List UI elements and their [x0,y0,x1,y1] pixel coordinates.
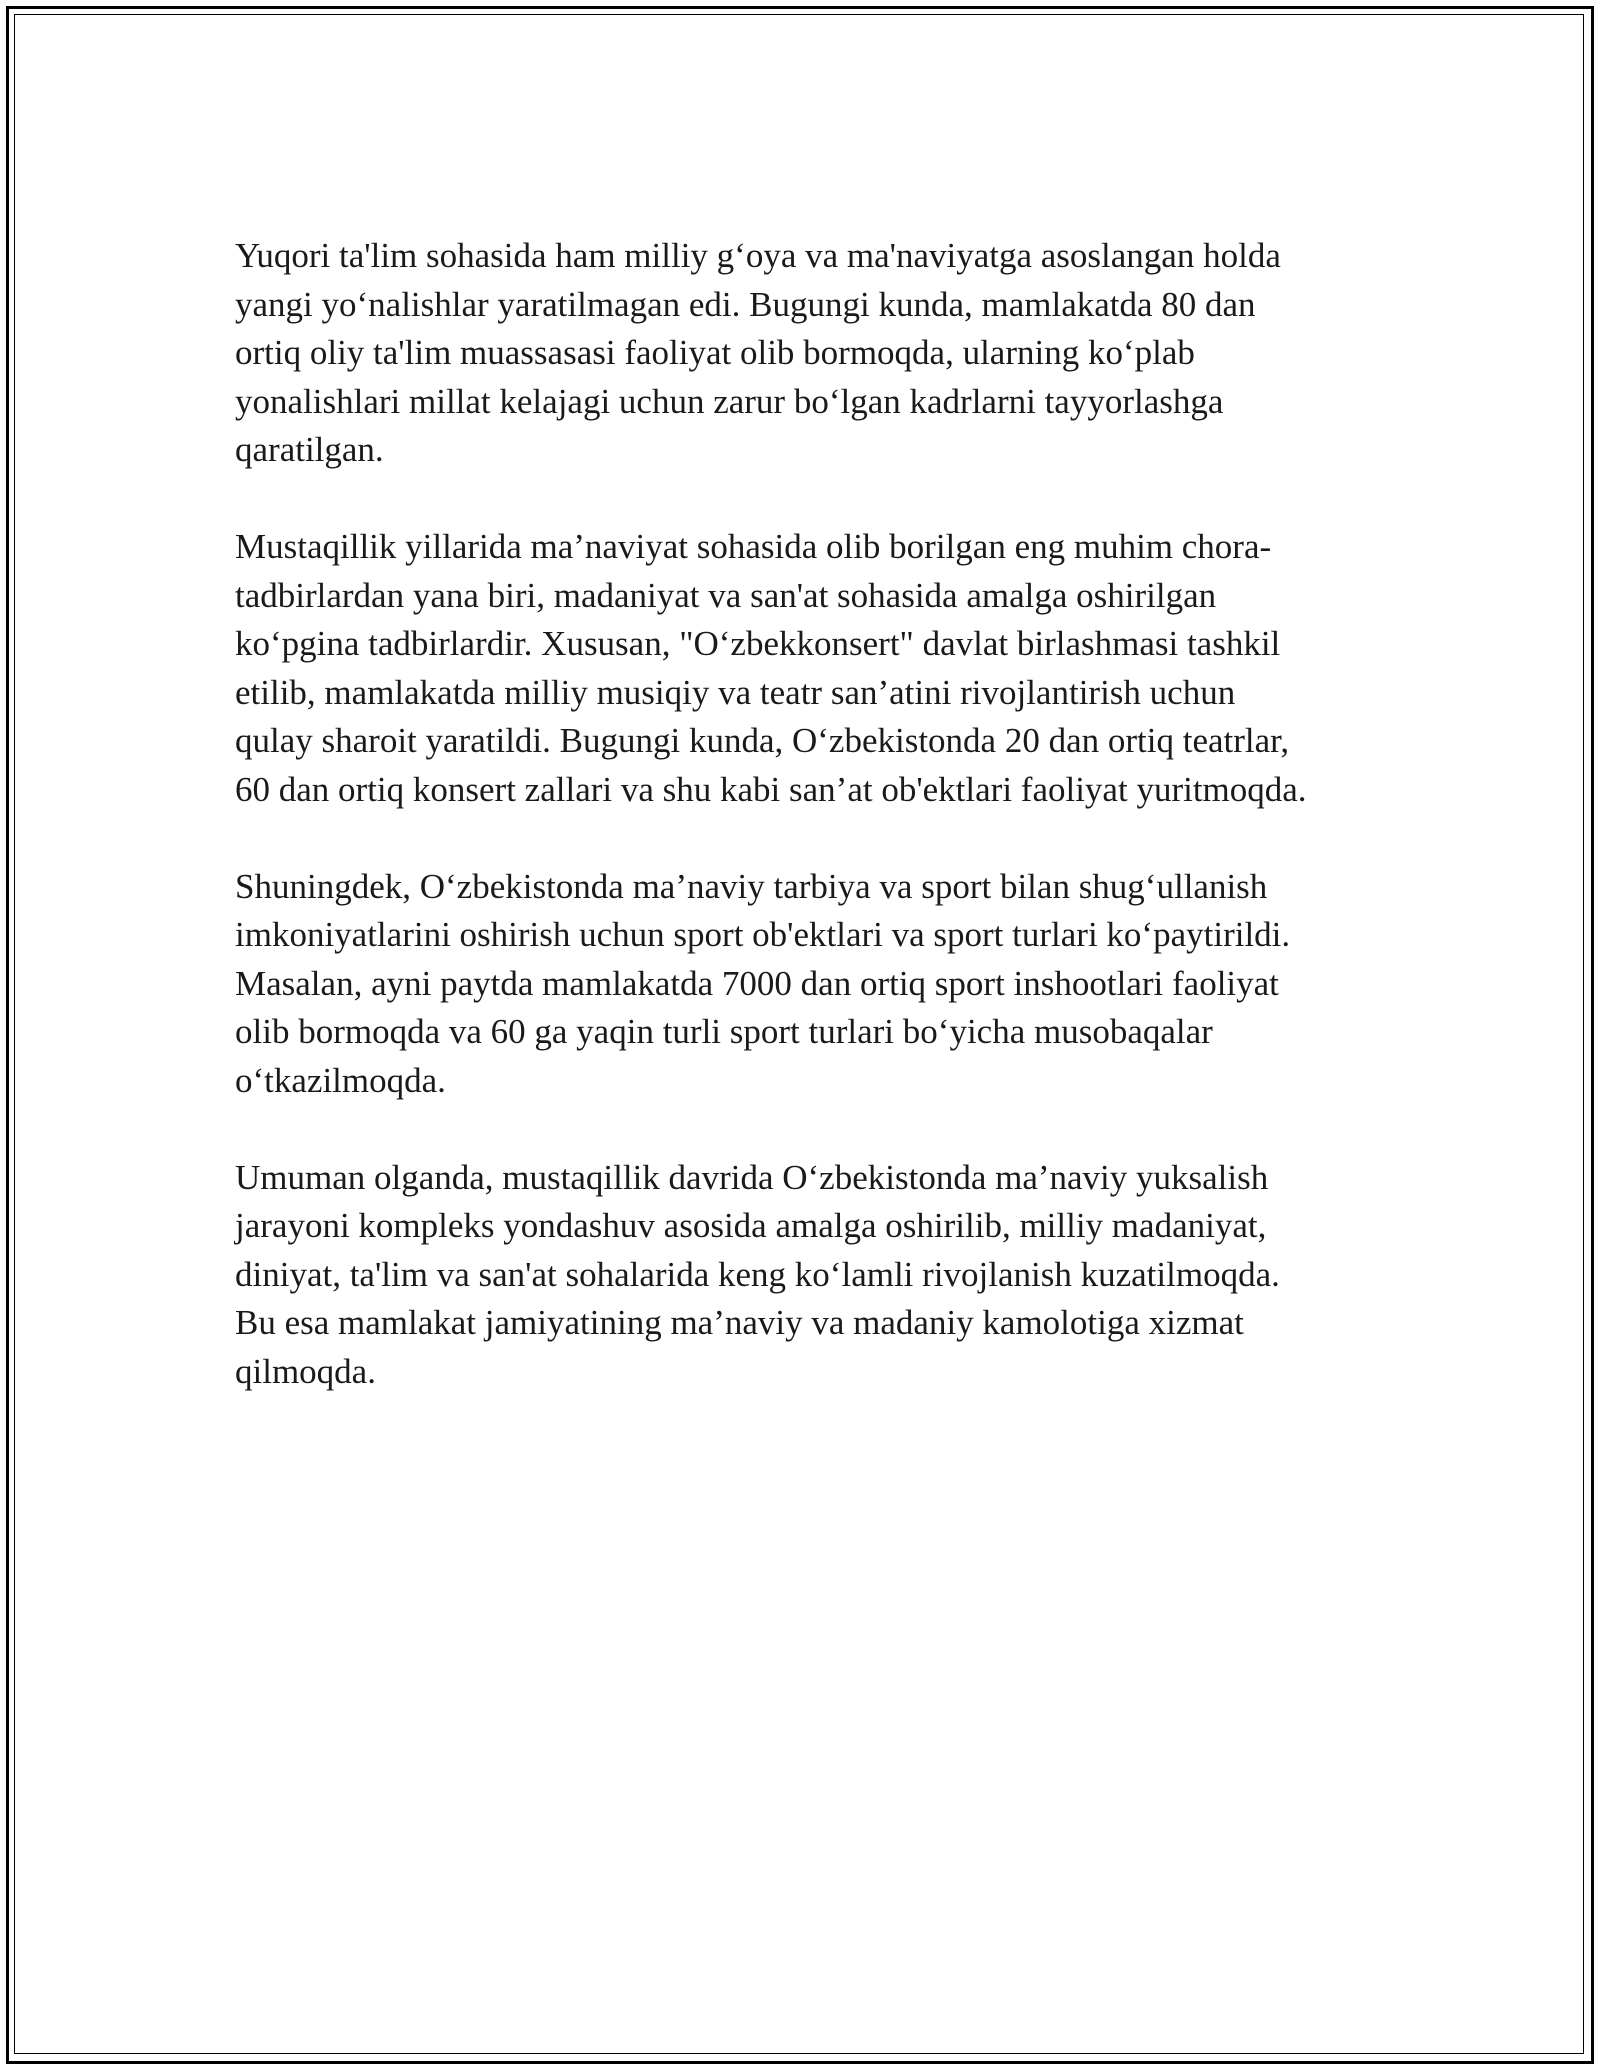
paragraph-conclusion: Umuman olganda, mustaqillik davrida O‘zbekistonda ma’naviy yuksalish jarayoni kompleks yondashuv asosida amalga oshirilib, milliy madaniyat, diniyat, ta'lim va san'at sohalarida keng ko‘lamli rivojlanish kuzatilmoqda. Bu esa mamlakat jamiyatining ma’naviy va madaniy kamolotiga xizmat qilmoqda. [235,1157,1280,1391]
paragraph-higher-education: Yuqori ta'lim sohasida ham milliy g‘oya va ma'naviyatga asoslangan holda yangi yo‘nalishlar yaratilmagan edi. Bugungi kunda, mamlakatda 80 dan ortiq oliy ta'lim muassasasi faoliyat olib bormoqda, ularning ko‘plab yonalishlari millat kelajagi uchun zarur bo‘lgan kadrlarni tayyorlashga qaratilgan. [235,236,1281,469]
paragraph-culture-and-art: Mustaqillik yillarida ma’naviyat sohasida olib borilgan eng muhim chora- tadbirlardan yana biri, madaniyat va san'at sohasida amalga oshirilgan ko‘pgina tadbirlardir. Xususan, "O‘zbekkonsert" davlat birlashmasi tashkil etilib, mamlakatda milliy musiqiy va teatr san’atini rivojlantirish uchun qulay sharoit yaratildi. Bugungi kunda, O‘zbekistonda 20 dan ortiq teatrlar, 60 dan ortiq konsert zallari va shu kabi san’at ob'ektlari faoliyat yuritmoqda. [235,527,1307,809]
paragraph-sport: Shuningdek, O‘zbekistonda ma’naviy tarbiya va sport bilan shug‘ullanish imkoniyatlarini oshirish uchun sport ob'ektlari va sport turlari ko‘paytirildi. Masalan, ayni paytda mamlakatda 7000 dan ortiq sport inshootlari faoliyat olib bormoqda va 60 ga yaqin turli sport turlari bo‘yicha musobaqalar o‘tkazilmoqda. [235,866,1291,1100]
document-body [235,232,1415,1445]
